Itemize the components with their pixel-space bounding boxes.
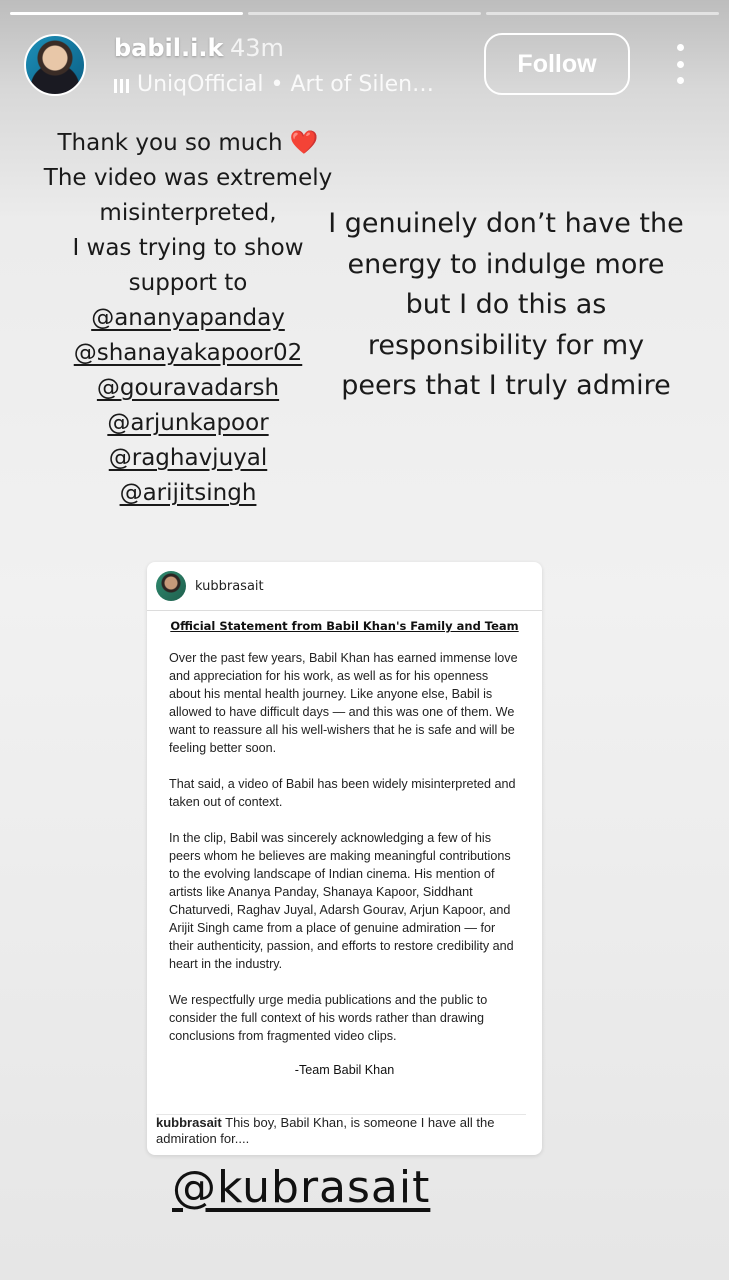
music-label: UniqOfficial • Art of Silen… — [137, 72, 435, 97]
statement-paragraph: In the clip, Babil was sincerely acknowledging a few of his peers whom he believes are making meaningful contributions to the evolving landscape of Indian cinema. His mention of artists like Ananya Panday, Shanaya Kapoor, Siddhant Chaturvedi, Raghav Juyal, Adarsh Gourav, Arjun Kapoor, and Arijit Singh came from a place of genuine admiration — for their authenticity, passion, and efforts to restore credibility and heart in the industry. — [169, 831, 514, 971]
statement-paragraph: That said, a video of Babil has been widely misinterpreted and taken out of context. — [169, 777, 516, 809]
statement-paragraph: We respectfully urge media publications and the public to consider the full context of his words rather than drawing conclusions from fragmented video clips. — [169, 993, 488, 1043]
text-line: misinterpreted, — [99, 200, 277, 226]
heart-icon: ❤️ — [289, 130, 319, 156]
post-time: 43m — [230, 34, 284, 62]
mention-gouravadarsh[interactable]: @gouravadarsh — [96, 375, 280, 401]
caption-text: This boy, Babil Khan, is someone I have all the admiration for.... — [156, 1115, 495, 1146]
text-line: support to — [128, 270, 248, 296]
statement-signoff: -Team Babil Khan — [294, 1063, 395, 1077]
mention-raghavjuyal[interactable]: @raghavjuyal — [108, 445, 268, 471]
card-header — [147, 562, 542, 611]
text-line: but I do this as — [405, 289, 607, 320]
text-line: energy to indulge more — [347, 248, 665, 280]
music-info[interactable] — [114, 72, 434, 97]
thanks-line: Thank you so much ❤️ — [57, 130, 319, 156]
mention-arijitsingh[interactable]: @arijitsingh — [119, 480, 257, 506]
shared-post-card[interactable] — [147, 562, 542, 1155]
card-username: kubbrasait — [195, 578, 264, 594]
story-header — [22, 30, 712, 102]
music-bars-icon — [114, 77, 129, 93]
text-line: I was trying to show — [72, 235, 304, 261]
progress-segment — [248, 12, 481, 15]
text-line: I genuinely don’t have the — [328, 208, 684, 239]
story-text-right — [322, 204, 690, 407]
caption-username: kubbrasait — [156, 1115, 222, 1130]
username[interactable]: babil.i.k — [114, 34, 224, 62]
text-line: responsibility for my — [367, 329, 645, 361]
post-caption — [156, 1114, 526, 1147]
mention-kubrasait[interactable]: @kubrasait — [172, 1162, 431, 1213]
profile-avatar[interactable] — [24, 34, 86, 96]
story-text-left — [28, 126, 348, 511]
card-avatar — [156, 571, 186, 601]
story-progress — [10, 12, 719, 15]
progress-segment — [10, 12, 243, 15]
text-line: peers that I truly admire — [341, 370, 671, 401]
mention-shanayakapoor02[interactable]: @shanayakapoor02 — [73, 340, 303, 366]
follow-button[interactable]: Follow — [484, 33, 630, 95]
mention-arjunkapoor[interactable]: @arjunkapoor — [107, 410, 269, 436]
mention-ananyapanday[interactable]: @ananyapanday — [91, 305, 285, 331]
more-vertical-icon[interactable] — [670, 44, 690, 84]
statement-title: Official Statement from Babil Khan's Family and Team — [170, 619, 519, 633]
text-line: The video was extremely — [43, 165, 333, 191]
statement-body — [147, 649, 542, 1045]
statement-paragraph: Over the past few years, Babil Khan has earned immense love and appreciation for his work, as well as for his openness about his mental health journey. Like anyone else, Babil is allowed to have difficult days — and this was one of them. We want to reassure all his well-wishers that he is safe and will be feeling better soon. — [169, 651, 518, 755]
progress-segment — [486, 12, 719, 15]
